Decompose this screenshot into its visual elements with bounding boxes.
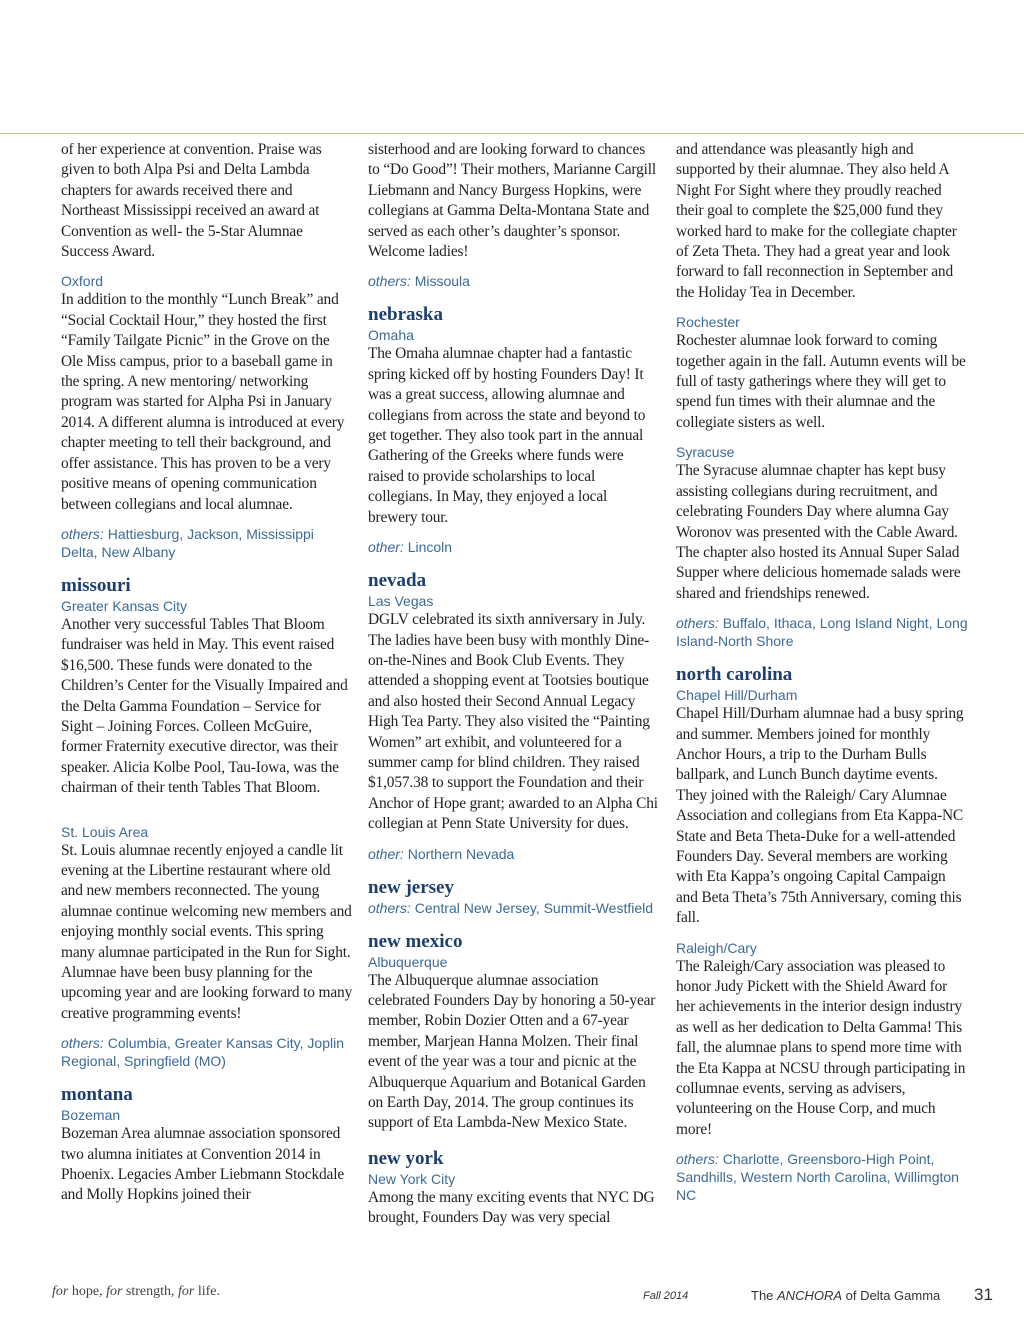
others-list — [368, 272, 660, 290]
publication-the: The — [751, 1288, 778, 1303]
chapter-heading-new-york-city: New York City — [368, 1170, 456, 1187]
state-heading-nebraska: nebraska — [368, 304, 443, 326]
others-text: Columbia, Greater Kansas City, Joplin Regional, Springfield (MO) — [61, 1035, 344, 1070]
others-list — [368, 538, 660, 556]
others-label: others: — [61, 1035, 104, 1052]
chapter-heading-raleigh-cary: Raleigh/Cary — [676, 939, 757, 956]
tagline-hope: hope, — [68, 1284, 107, 1299]
others-list — [368, 899, 660, 917]
chapter-heading-greater-kansas-city: Greater Kansas City — [61, 597, 188, 614]
others-list — [676, 614, 968, 650]
body-paragraph: DGLV celebrated its sixth anniversary in July. The ladies have been busy with monthly Dine-on-the-Nines and Book Club Events. They attended a shopping event at Tootsies boutique and also hosted their Second Annual Legacy High Tea Party. They also visited the “Painting Women” art exhibit, and volunteered for a summer camp for blind children. They raised $1,057.38 to support the Foundation and their Anchor of Hope grant; awarded to an Alpha Chi collegian at Penn State University for dues. — [368, 611, 658, 833]
body-paragraph: The Omaha alumnae chapter had a fantastic spring kicked off by hosting Founders Day! It was a great success, allowing alumnae and collegians from across the state and beyond to get together. They also took part in the annual Gathering of the Greeks where funds were raised to provide scholarships to local collegians. In May, they enjoyed a local brewery tour. — [368, 345, 646, 526]
footer-issue-date: Fall 2014 — [643, 1290, 689, 1302]
others-label: other: — [368, 845, 404, 862]
body-paragraph: Bozeman Area alumnae association sponsored two alumna initiates at Convention 2014 in Phoenix. Legacies Amber Liebmann Stockdale and Molly Hopkins joined their — [61, 1125, 345, 1204]
chapter-heading-oxford: Oxford — [61, 273, 104, 290]
tagline-for: for — [178, 1284, 195, 1299]
others-text: Missoula — [414, 273, 470, 290]
body-paragraph: and attendance was pleasantly high and supported by their alumnae. They also held A Night For Sight where they proudly reached their goal to complete the $25,000 fund they worked hard to make for the collegiate chapter of Zeta Theta. They had a great year and look forward to fall reconnection in September and the Holiday Tea in December. — [676, 141, 957, 301]
column-2 — [368, 140, 660, 1229]
others-list — [368, 845, 660, 863]
tagline-strength: strength, — [122, 1284, 179, 1299]
body-paragraph: In addition to the monthly “Lunch Break” and “Social Cocktail Hour,” they hosted the first “Family Tailgate Picnic” in the Grove on the Ole Miss campus, prior to a baseball game in the spring. A new mentoring/ networking program was started for Alpha Psi in January 2014. A different alumna is introduced at every chapter meeting to tell their background, and offer assistance. This has proven to be a very positive means of opening communication between collegians and local alumnae. — [61, 291, 345, 513]
others-label: others: — [368, 899, 411, 916]
body-paragraph: The Syracuse alumnae chapter has kept busy assisting collegians during recruitment, and celebrating Founders Day where alumna Gay Woronov was presented with the Cable Award. The chapter also hosted its Annual Super Salad Supper where delicious homemade salads were shared and friendships renewed. — [676, 462, 961, 602]
others-list — [61, 525, 353, 561]
publication-rest: of Delta Gamma — [842, 1288, 941, 1303]
others-text: Central New Jersey, Summit-Westfield — [414, 899, 654, 916]
others-label: others: — [61, 525, 104, 542]
state-heading-montana: montana — [61, 1084, 133, 1106]
body-paragraph: of her experience at convention. Praise was given to both Alpa Psi and Delta Lambda chapters for awards received there and Northeast Mississippi received an award at Convention as well- the 5-Star Alumnae Success Award. — [61, 141, 322, 261]
body-paragraph: The Raleigh/Cary association was pleased to honor Judy Pickett with the Shield Award for her achievements in the interior design industry as well as her dedication to Delta Gamma! This fall, the alumnae plans to spend more time with the Eta Kappa at NCSU through participating in collumnae events, serving as advisers, volunteering on the House Corp, and much more! — [676, 957, 966, 1138]
state-heading-missouri: missouri — [61, 574, 131, 596]
body-paragraph: sisterhood and are looking forward to chances to “Do Good”! Their mothers, Marianne Cargill Liebmann and Nancy Burgess Hopkins, were collegians at Gamma Delta-Montana State and served as each other’s daughter’s sponsor. Welcome ladies! — [368, 141, 657, 261]
body-paragraph: Rochester alumnae look forward to coming together again in the fall. Autumn events will be full of tasty gatherings where they will get to spend fun times with their alumnae and the collegiate sisters as well. — [676, 332, 966, 431]
others-label: others: — [676, 615, 719, 632]
others-list — [61, 1034, 353, 1070]
tagline-for: for — [52, 1284, 69, 1299]
column-1 — [61, 140, 353, 1206]
chapter-heading-rochester: Rochester — [676, 314, 740, 331]
others-text: Charlotte, Greensboro-High Point, Sandhills, Western North Carolina, Willimgton NC — [676, 1151, 959, 1204]
others-text: Lincoln — [407, 539, 453, 556]
page-number: 31 — [974, 1285, 993, 1304]
chapter-heading-syracuse: Syracuse — [676, 444, 735, 461]
footer-tagline — [52, 1284, 220, 1300]
header-rule — [0, 133, 1024, 134]
chapter-heading-chapel-hill: Chapel Hill/Durham — [676, 687, 798, 704]
body-paragraph: The Albuquerque alumnae association celebrated Founders Day by honoring a 50-year member, Robin Dozier Otten and a 67-year member, Marjean Hanna Molzen. Their final event of the year was a tour and picnic at the Albuquerque Aquarium and Botanical Garden on Earth Day, 2014. The group continues its support of Eta Lambda-New Mexico State. — [368, 971, 656, 1132]
others-text: Buffalo, Ithaca, Long Island Night, Long Island-North Shore — [676, 615, 968, 650]
others-list — [676, 1150, 968, 1204]
others-label: others: — [676, 1151, 719, 1168]
column-3 — [676, 140, 968, 1204]
footer-publication — [751, 1288, 940, 1303]
publication-anchora: ANCHORA — [777, 1288, 843, 1303]
tagline-life: life. — [194, 1284, 221, 1299]
state-heading-new-mexico: new mexico — [368, 930, 463, 952]
chapter-heading-las-vegas: Las Vegas — [368, 593, 434, 610]
state-heading-new-jersey: new jersey — [368, 876, 454, 898]
body-paragraph: St. Louis alumnae recently enjoyed a candle lit evening at the Libertine restaurant where old and new members reconnected. The young alumnae continue welcoming new members and enjoying monthly social events. This spring many alumnae participated in the Run for Sight. Alumnae have been busy planning for the upcoming year and are looking forward to many creative programming events! — [61, 841, 353, 1022]
chapter-heading-omaha: Omaha — [368, 327, 414, 344]
others-text: Northern Nevada — [407, 845, 515, 862]
body-paragraph: Chapel Hill/Durham alumnae had a busy spring and summer. Members joined for monthly Anchor Hours, a trip to the Durham Bulls ballpark, and Lunch Bunch daytime events. They joined with the Raleigh/ Cary Alumnae Association and collegians from Eta Kappa-NC State and Beta Theta-Duke for a well-attended Founders Day. Several members are working with Eta Kappa’s ongoing Capital Campaign and Beta Theta’s 75th Anniversary, coming this fall. — [676, 705, 964, 927]
others-label: others: — [368, 273, 411, 290]
tagline-for: for — [106, 1284, 123, 1299]
state-heading-new-york: new york — [368, 1147, 444, 1169]
chapter-heading-albuquerque: Albuquerque — [368, 953, 448, 970]
state-heading-nevada: nevada — [368, 570, 427, 592]
body-paragraph: Among the many exciting events that NYC DG brought, Founders Day was very special — [368, 1188, 655, 1227]
state-heading-north-carolina: north carolina — [676, 664, 793, 686]
others-label: other: — [368, 539, 404, 556]
others-text: Hattiesburg, Jackson, Mississippi Delta, New Albany — [61, 525, 314, 560]
body-paragraph: Another very successful Tables That Bloom fundraiser was held in May. This event raised $16,500. These funds were donated to the Children’s Center for the Visually Impaired and the Delta Gamma Foundation – Service for Sight – Joining Forces. Colleen McGuire, former Fraternity executive director, was their speaker. Alicia Kolbe Pool, Tau-Iowa, was the chairman of their tenth Tables That Bloom. — [61, 615, 348, 797]
chapter-heading-st-louis: St. Louis Area — [61, 823, 149, 840]
chapter-heading-bozeman: Bozeman — [61, 1107, 121, 1124]
